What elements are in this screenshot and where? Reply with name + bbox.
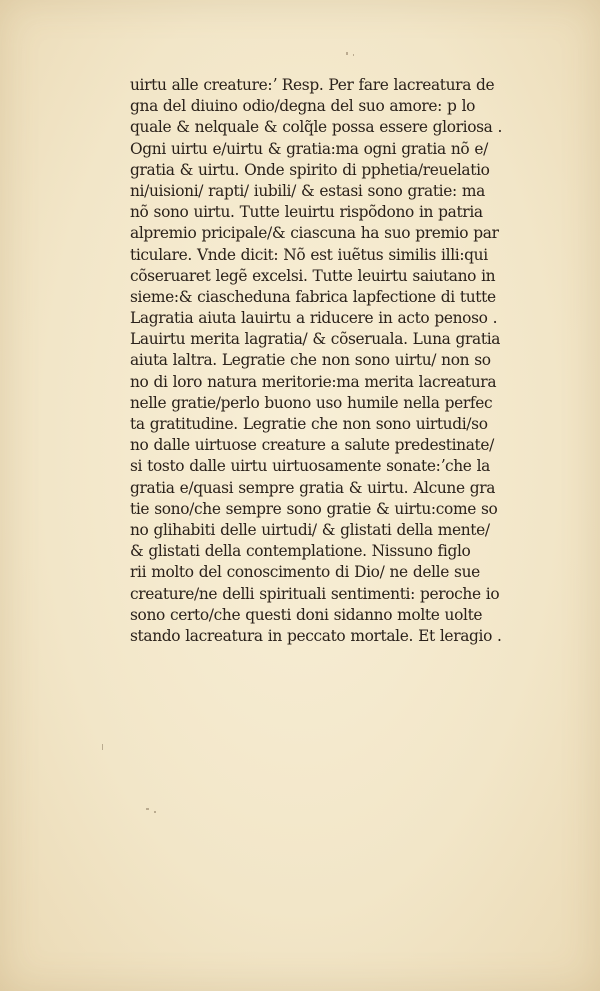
text-line: aiuta laltra. Legratie che non sono uirtu/ non so	[130, 351, 491, 370]
ink-speck	[154, 811, 156, 813]
text-line: sieme:& ciascheduna fabrica lapfectione di tutte	[130, 287, 496, 306]
text-line: ni/uisioni/ rapti/ iubili/ & estasi sono gratie: ma	[130, 181, 485, 200]
text-line: no di loro natura meritorie:ma merita lacreatura	[130, 372, 497, 391]
ink-speck	[146, 808, 149, 810]
text-line: ticulare. Vnde dicit: Nõ est iuẽtus similis illi:qui	[130, 245, 488, 264]
text-line: rii molto del conoscimento di Dio/ ne delle sue	[130, 563, 480, 582]
text-line: gna del diuino odio/degna del suo amore: p lo	[130, 97, 476, 116]
text-line: Lauirtu merita lagratia/ & cõseruala. Luna gratia	[130, 330, 501, 349]
text-line: Ogni uirtu e/uirtu & gratia:ma ogni gratia nõ e/	[130, 139, 488, 158]
ink-speck	[346, 52, 348, 55]
text-line: si tosto dalle uirtu uirtuosamente sonate:ʼche la	[130, 457, 490, 476]
text-line: gratia & uirtu. Onde spirito di pphetia/reuelatio	[130, 160, 490, 179]
text-line: stando lacreatura in peccato mortale. Et leragio .	[130, 626, 502, 645]
text-line: uirtu alle creature:ʼ Resp. Per fare lacreatura de	[130, 76, 495, 94]
text-line: ta gratitudine. Legratie che non sono uirtudi/so	[130, 415, 488, 433]
text-line: no dalle uirtuose creature a salute predestinate/	[130, 436, 494, 455]
text-line: no glihabiti delle uirtudi/ & glistati della mente/	[130, 520, 490, 539]
text-line: sono certo/che questi doni sidanno molte uolte	[130, 605, 483, 624]
text-line: gratia e/quasi sempre gratia & uirtu. Alcune gra	[130, 478, 496, 497]
text-line: Lagratia aiuta lauirtu a riducere in acto penoso .	[130, 309, 498, 328]
text-line: & glistati della contemplatione. Nissuno figlo	[130, 542, 471, 561]
text-line: alpremio pricipale/& ciascuna ha suo premio par	[130, 224, 499, 243]
text-body	[130, 75, 570, 647]
text-line: quale & nelquale & colq̃le possa essere gloriosa .	[130, 118, 503, 137]
ink-speck	[102, 744, 103, 750]
text-line: nõ sono uirtu. Tutte leuirtu rispõdono in patria	[130, 203, 483, 222]
text-line: creature/ne delli spirituali sentimenti: peroche io	[130, 584, 500, 603]
text-line: nelle gratie/perlo buono uso humile nella perfec	[130, 393, 493, 412]
ink-speck	[353, 54, 354, 56]
text-line: cõseruaret legẽ excelsi. Tutte leuirtu saiutano in	[130, 266, 496, 285]
text-line: tie sono/che sempre sono gratie & uirtu:come so	[130, 499, 498, 518]
